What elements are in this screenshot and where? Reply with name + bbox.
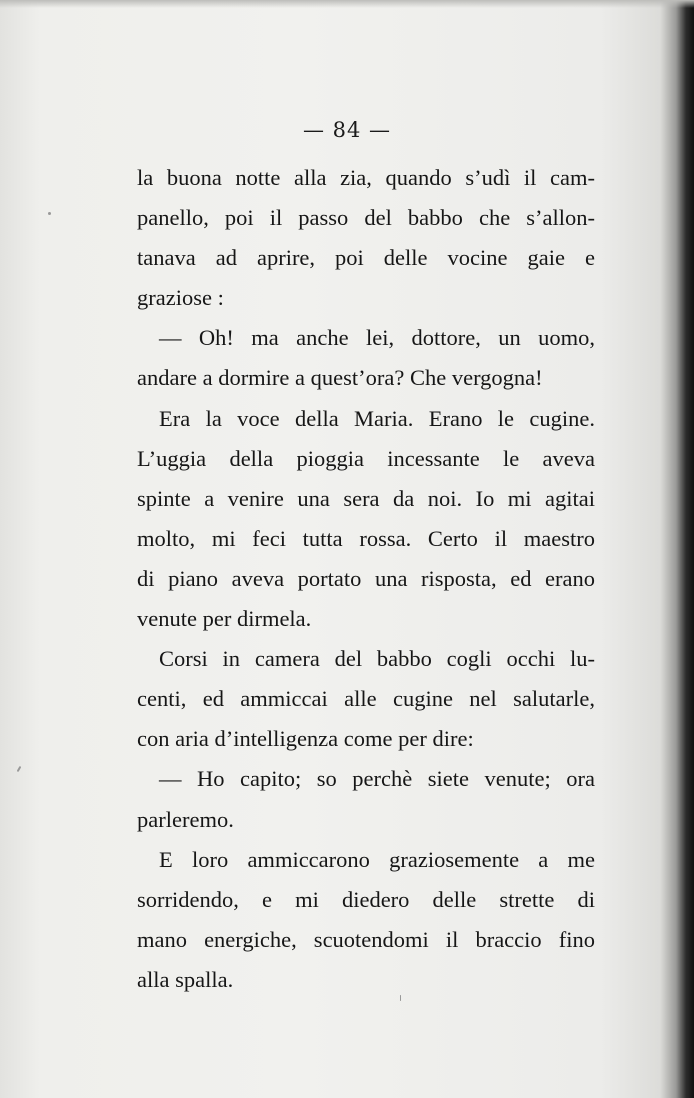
text-line: spinte a venire una sera da noi. Io mi agitai	[137, 485, 595, 511]
text-line: centi, ed ammiccai alle cugine nel salutarle,	[137, 686, 595, 712]
paper-speck	[48, 212, 51, 215]
text-line: alla spalla.	[137, 966, 234, 992]
text-line: mano energiche, scuotendomi il braccio fino	[137, 926, 595, 952]
text-line: graziose :	[137, 285, 224, 311]
text-line: la buona notte alla zia, quando s’udì il cam-	[137, 165, 595, 190]
text-line: panello, poi il passo del babbo che s’allon-	[137, 205, 595, 231]
page-body-text	[137, 158, 595, 1000]
text-line: — Oh! ma anche lei, dottore, un uomo,	[159, 325, 595, 351]
text-line: Corsi in camera del babbo cogli occhi lu-	[159, 646, 595, 672]
text-line: parleremo.	[137, 806, 234, 832]
paper-speck	[17, 766, 22, 772]
text-line: con aria d’intelligenza come per dire:	[137, 726, 474, 752]
text-line: venute per dirmela.	[137, 606, 312, 632]
text-line: — Ho capito; so perchè siete venute; ora	[159, 766, 595, 792]
text-line: E loro ammiccarono graziosemente a me	[159, 846, 595, 872]
page-edge-shadow	[0, 0, 694, 8]
text-line: tanava ad aprire, poi delle vocine gaie e	[137, 245, 595, 271]
text-line: L’uggia della pioggia incessante le aveva	[137, 445, 595, 471]
text-line: sorridendo, e mi diedero delle strette di	[137, 886, 595, 912]
page-number: — 84 —	[302, 118, 392, 142]
text-line: molto, mi feci tutta rossa. Certo il maestro	[137, 525, 595, 551]
text-line: andare a dormire a quest’ora? Che vergogna!	[137, 365, 543, 391]
text-line: di piano aveva portato una risposta, ed erano	[137, 565, 595, 591]
text-line: Era la voce della Maria. Erano le cugine.	[159, 405, 595, 431]
